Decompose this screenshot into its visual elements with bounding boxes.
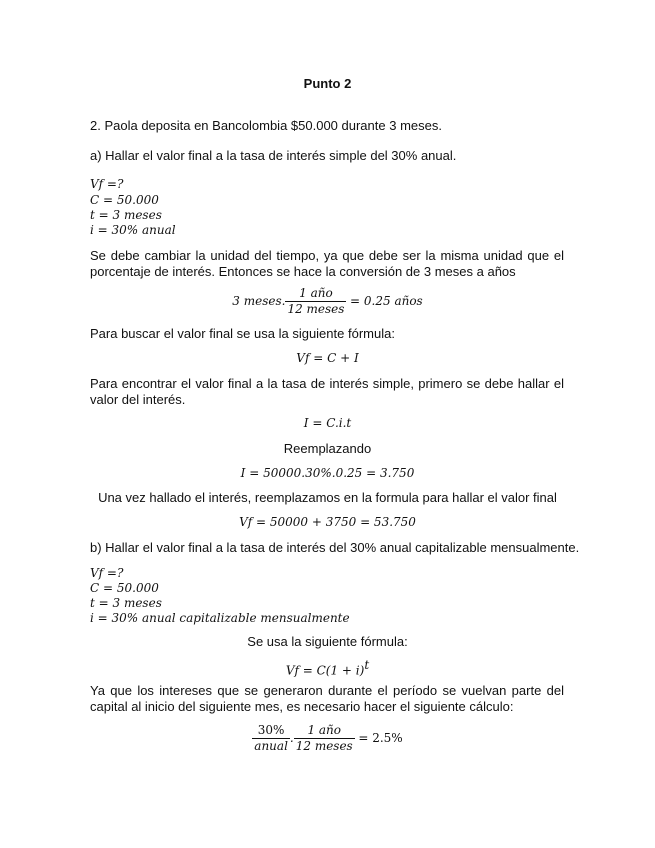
- final-value-formula: Vf = C + I: [296, 351, 359, 365]
- b-formula-intro: Se usa la siguiente fórmula:: [247, 634, 408, 649]
- formula-intro: Para buscar el valor final se usa la siguiente fórmula:: [90, 326, 395, 341]
- compound-formula-base: Vf = C(1 + i): [285, 663, 365, 678]
- rate-numerator: 30%: [252, 723, 290, 739]
- compound-formula-exponent: t: [364, 658, 370, 672]
- unit-explanation: Se debe cambiar la unidad del tiempo, ya que debe ser la misma unidad que el porcentaje de interés. Entonces se hace la conversión de 3 meses a años: [90, 248, 564, 279]
- conversion-left: 3 meses.: [232, 293, 286, 308]
- conversion-fraction: [285, 286, 346, 317]
- var-c: C = 50.000: [90, 193, 159, 207]
- replacing-label: Reemplazando: [283, 441, 372, 456]
- b-var-t: t = 3 meses: [90, 596, 162, 610]
- page-title: Punto 2: [303, 76, 352, 91]
- b-var-vf: Vf =?: [90, 566, 124, 580]
- final-value-intro: Una vez hallado el interés, reemplazamos en la formula para hallar el valor final: [98, 490, 557, 505]
- rate-result: = 2.5%: [358, 730, 403, 745]
- interest-calculation: I = 50000.30%.0.25 = 3.750: [240, 466, 415, 480]
- problem-statement: 2. Paola deposita en Bancolombia $50.000 durante 3 meses.: [90, 118, 442, 133]
- rate-conversion: $\frac{30\%}{\text{anual}}$ . $\frac{\text{1 año}}{\text{12 meses}}$ = 2.5%: [254, 723, 403, 753]
- interest-intro: Para encontrar el valor final a la tasa de interés simple, primero se debe hallar el valor del interés.: [90, 376, 564, 407]
- b-var-i: i = 30% anual capitalizable mensualmente: [90, 611, 350, 625]
- capitalization-explanation: Ya que los intereses que se generaron durante el período se vuelvan parte del capital al inicio del siguiente mes, es necesario hacer el siguiente cálculo:: [90, 683, 564, 714]
- var-t: t = 3 meses: [90, 208, 162, 222]
- period-numerator: 1 año: [294, 723, 355, 739]
- final-value-calculation: Vf = 50000 + 3750 = 53.750: [239, 515, 416, 529]
- conversion-equation: [0, 286, 655, 317]
- period-fraction: [294, 723, 355, 754]
- period-denominator: 12 meses: [295, 739, 353, 753]
- conversion-numerator: 1 año: [285, 286, 346, 302]
- var-vf: Vf =?: [90, 177, 124, 191]
- var-i: i = 30% anual: [90, 223, 176, 237]
- conversion-result: = 0.25 años: [350, 293, 423, 308]
- conversion-denominator: 12 meses: [287, 302, 345, 316]
- b-var-c: C = 50.000: [90, 581, 159, 595]
- part-a-statement: a) Hallar el valor final a la tasa de interés simple del 30% anual.: [90, 148, 457, 163]
- compound-formula: [0, 658, 655, 677]
- rate-denominator: anual: [254, 739, 288, 753]
- rate-fraction: [252, 723, 290, 754]
- interest-formula: I = C.i.t: [303, 416, 352, 430]
- part-b-statement: b) Hallar el valor final a la tasa de interés del 30% anual capitalizable mensualmente.: [90, 540, 580, 555]
